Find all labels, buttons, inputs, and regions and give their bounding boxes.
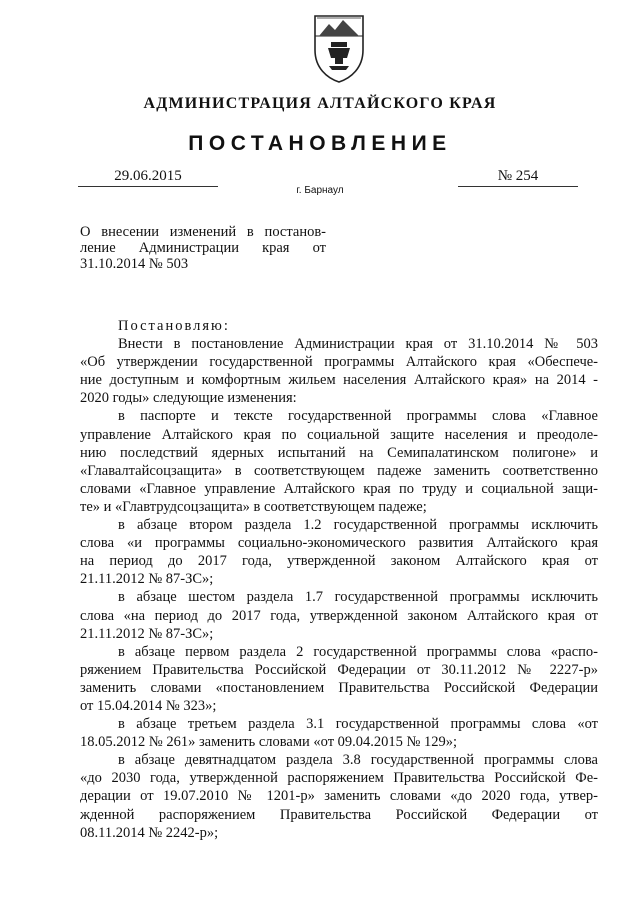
- document-date: 29.06.2015: [78, 168, 218, 187]
- body-line: слова «на период до 2017 года, утвержденной законом Алтайского края от: [80, 607, 598, 624]
- document-number: № 254: [458, 168, 578, 187]
- body-line: от 15.04.2014 № 323»;: [80, 697, 217, 714]
- body-line: в паспорте и тексте государственной программы слова «Главное: [118, 408, 598, 425]
- subject-line: О внесении изменений в постанов-: [80, 224, 326, 240]
- body-line: в абзаце втором раздела 1.2 государственной программы исключить: [118, 517, 598, 534]
- body-line: 18.05.2012 № 261» заменить словами «от 09.04.2015 № 129»;: [80, 734, 458, 751]
- body-line: 21.11.2012 № 87-ЗС»;: [80, 625, 214, 642]
- body-line: жденной распоряжением Правительства Российской Федерации от: [80, 806, 598, 823]
- document-type-title: ПОСТАНОВЛЕНИЕ: [188, 132, 452, 155]
- body-line: 2020 годы» следующие изменения:: [80, 390, 297, 407]
- body-line: слова «и программы социально-экономического развития Алтайского края: [80, 535, 598, 552]
- body-line: «Главалтайсоцзащита» в соответствующем падеже заменить соответственно: [80, 462, 598, 479]
- document-city: г. Барнаул: [296, 185, 344, 196]
- decree-word: Постановляю:: [118, 318, 230, 334]
- body-line: в абзаце девятнадцатом раздела 3.8 государственной программы слова: [118, 752, 598, 769]
- body-line: в абзаце первом раздела 2 государственной программы слова «распо-: [118, 643, 598, 660]
- body-line: на период до 2017 года, утвержденной законом Алтайского края от: [80, 553, 598, 570]
- body-line: «до 2030 года, утвержденной распоряжением Правительства Российской Фе-: [80, 770, 598, 787]
- body-line: в абзаце шестом раздела 1.7 государственной программы исключить: [118, 589, 598, 606]
- subject-line: 31.10.2014 № 503: [80, 256, 189, 272]
- body-line: те» и «Главтрудсоцзащита» в соответствующем падеже;: [80, 498, 427, 515]
- body-line: ряжением Правительства Российской Федерации от 30.11.2012 № 2227-р»: [80, 661, 598, 678]
- body-line: 08.11.2014 № 2242-р»;: [80, 824, 219, 841]
- document-body: [80, 317, 598, 842]
- body-line: ние доступным и комфортным жильем населения Алтайского края» на 2014 -: [80, 372, 598, 389]
- document-subject: [80, 224, 326, 272]
- body-line: «Об утверждении государственной программы Алтайского края «Обеспече-: [80, 354, 598, 371]
- body-line: словами «Главное управление Алтайского края по труду и социальной защи-: [80, 480, 598, 497]
- body-line: нию последствий ядерных испытаний на Семипалатинском полигоне» и: [80, 444, 598, 461]
- body-line: управление Алтайского края по социальной защите населения и преодоле-: [80, 426, 598, 443]
- body-line: заменить словами «постановлением Правительства Российской Федерации: [80, 679, 598, 696]
- coat-of-arms-icon: [311, 12, 367, 84]
- organization-title: АДМИНИСТРАЦИЯ АЛТАЙСКОГО КРАЯ: [143, 95, 497, 112]
- subject-line: ление Администрации края от: [80, 240, 326, 256]
- body-line: дерации от 19.07.2010 № 1201-р» заменить словами «до 2020 года, утвер-: [80, 788, 598, 805]
- body-line: Внести в постановление Администрации края от 31.10.2014 № 503: [118, 336, 598, 353]
- body-line: в абзаце третьем раздела 3.1 государственной программы слова «от: [118, 716, 598, 733]
- body-line: 21.11.2012 № 87-ЗС»;: [80, 571, 214, 588]
